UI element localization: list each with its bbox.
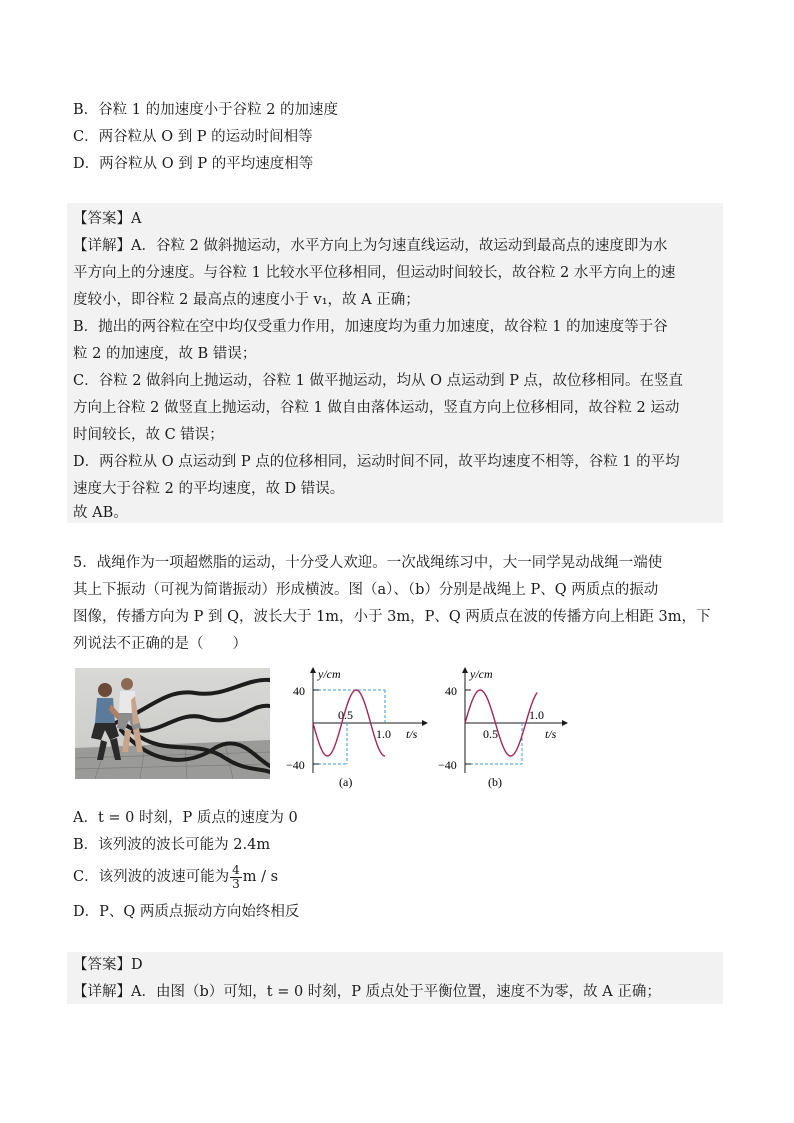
option-b-prev: B．谷粒 1 的加速度小于谷粒 2 的加速度 bbox=[73, 102, 339, 118]
option-a: A．t = 0 时刻，P 质点的速度为 0 bbox=[73, 810, 298, 826]
explanation-line: 【详解】A．由图（b）可知，t = 0 时刻，P 质点处于平衡位置，速度不为零，故 A 正确； bbox=[73, 984, 661, 1000]
battle-rope-photo bbox=[75, 668, 270, 779]
y-min-label: −40 bbox=[438, 758, 457, 772]
question-5-line: 列说法不正确的是（ ） bbox=[73, 636, 247, 652]
tick-label-0.5: 0.5 bbox=[483, 727, 498, 741]
answer-label: 【答案】A bbox=[73, 211, 142, 227]
tick-label-1.0: 1.0 bbox=[529, 708, 544, 722]
caption-b: (b) bbox=[488, 775, 502, 789]
tick-label-0.5: 0.5 bbox=[338, 708, 353, 722]
x-axis-label: t/s bbox=[545, 727, 557, 741]
explanation-line: 【详解】A．谷粒 2 做斜抛运动，水平方向上为匀速直线运动，故运动到最高点的速度即为水 bbox=[73, 238, 668, 254]
explanation-line: 故 AB。 bbox=[73, 505, 128, 521]
question-5-line: 5．战绳作为一项超燃脂的运动，十分受人欢迎。一次战绳练习中，大一同学晃动战绳一端使 bbox=[73, 555, 663, 571]
y-max-label: 40 bbox=[293, 684, 305, 698]
option-c bbox=[73, 862, 278, 892]
answer-block-4 bbox=[67, 203, 723, 523]
explanation-line: C．谷粒 2 做斜向上抛运动，谷粒 1 做平抛运动，均从 O 点运动到 P 点，故位移相同。在竖直 bbox=[73, 373, 684, 389]
y-max-label: 40 bbox=[445, 684, 457, 698]
option-d-prev: D．两谷粒从 O 到 P 的平均速度相等 bbox=[73, 156, 314, 172]
y-min-label: −40 bbox=[286, 758, 305, 772]
answer-label: 【答案】D bbox=[73, 957, 143, 973]
explanation-line: D．两谷粒从 O 点运动到 P 点的位移相同，运动时间不同，故平均速度不相等，谷粒 1 的平均 bbox=[73, 454, 680, 470]
explanation-line: 方向上谷粒 2 做竖直上抛运动，谷粒 1 做自由落体运动，竖直方向上位移相同，故谷粒 2 运动 bbox=[73, 400, 680, 416]
option-c-prefix: C．该列波的波速可能为 bbox=[73, 869, 230, 885]
option-b: B．该列波的波长可能为 2.4m bbox=[73, 837, 271, 853]
question-5-line: 图像，传播方向为 P 到 Q，波长大于 1m，小于 3m，P、Q 两质点在波的传播方向上相距 3m，下 bbox=[73, 609, 711, 625]
vibration-graph-a bbox=[283, 663, 433, 797]
y-axis-label: y/cm bbox=[318, 667, 341, 681]
explanation-line: 时间较长，故 C 错误； bbox=[73, 427, 224, 443]
explanation-line: 平方向上的分速度。与谷粒 1 比较水平位移相同，但运动时间较长，故谷粒 2 水平方向上的速 bbox=[73, 265, 676, 281]
option-c-prev: C．两谷粒从 O 到 P 的运动时间相等 bbox=[73, 129, 313, 145]
vibration-graph-b bbox=[433, 663, 583, 797]
option-c-unit: m / s bbox=[242, 869, 279, 885]
answer-block-5 bbox=[67, 952, 723, 1004]
tick-label-1.0: 1.0 bbox=[376, 727, 391, 741]
fraction: $\frac{4}{3}$ bbox=[232, 862, 240, 891]
explanation-line: B．抛出的两谷粒在空中均仅受重力作用，加速度均为重力加速度，故谷粒 1 的加速度等于谷 bbox=[73, 319, 668, 335]
x-axis-label: t/s bbox=[406, 727, 418, 741]
explanation-line: 速度大于谷粒 2 的平均速度，故 D 错误。 bbox=[73, 481, 345, 497]
question-5-line: 其上下振动（可视为简谐振动）形成横波。图（a）、（b）分别是战绳上 P、Q 两质点的振动 bbox=[73, 582, 659, 598]
explanation-line: 粒 2 的加速度，故 B 错误； bbox=[73, 346, 257, 362]
y-axis-label: y/cm bbox=[470, 667, 493, 681]
explanation-line: 度较小，即谷粒 2 最高点的速度小于 v₁，故 A 正确； bbox=[73, 292, 420, 308]
caption-a: (a) bbox=[339, 775, 353, 789]
option-d: D．P、Q 两质点振动方向始终相反 bbox=[73, 904, 300, 920]
